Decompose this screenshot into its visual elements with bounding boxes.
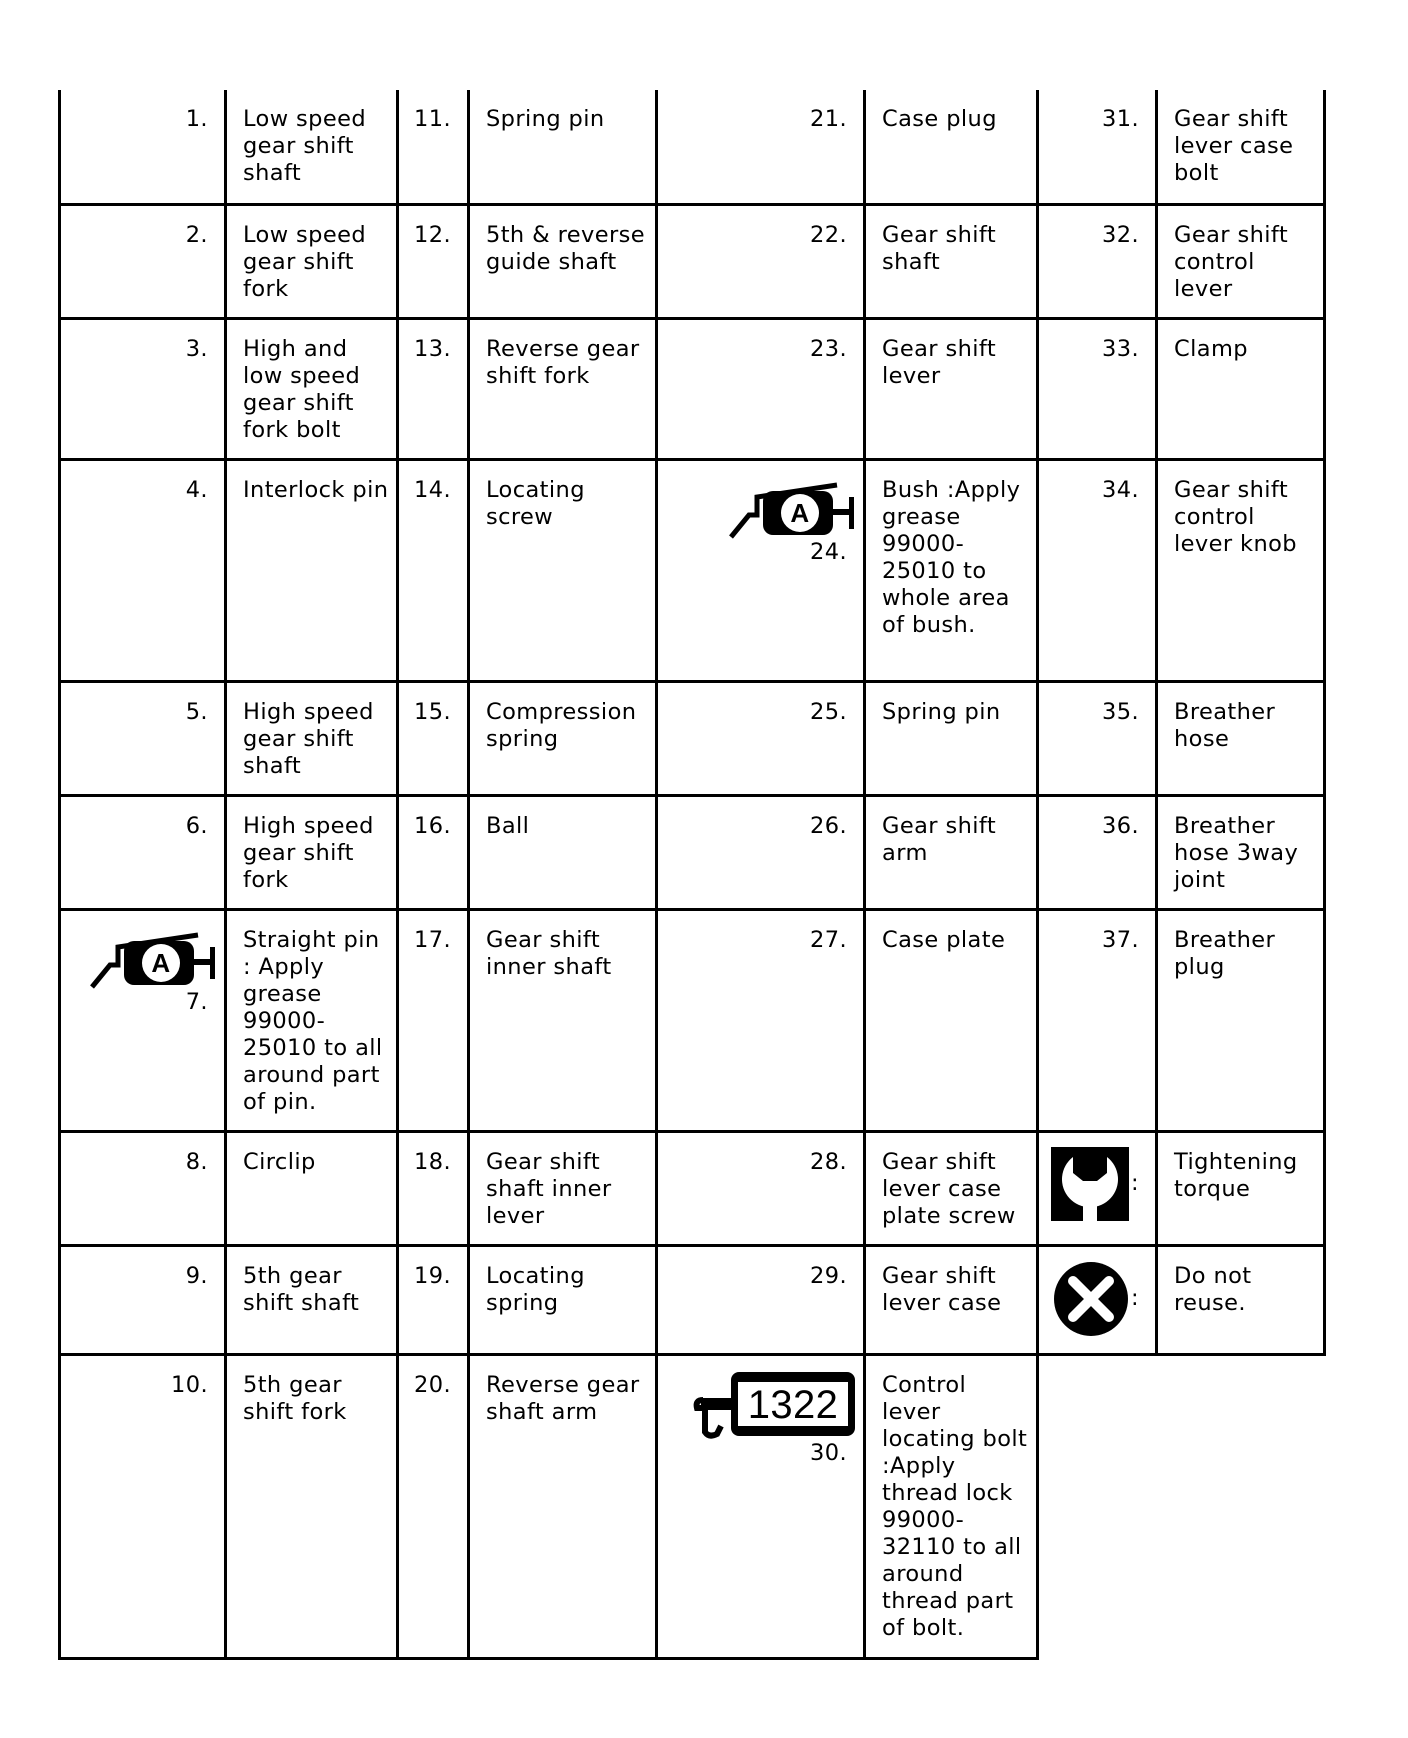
item-description: Gear shift shaft xyxy=(865,204,1038,318)
item-number: 1. xyxy=(60,90,226,204)
item-number: 22. xyxy=(657,204,865,318)
item-number: 19. xyxy=(398,1245,469,1354)
table-row xyxy=(60,1131,1325,1245)
item-number: 11. xyxy=(398,90,469,204)
item-description: Do not reuse. xyxy=(1157,1245,1325,1354)
item-description: Circlip xyxy=(226,1131,398,1245)
svg-text:A: A xyxy=(790,497,810,528)
svg-text:A: A xyxy=(151,947,171,978)
item-number: 14. xyxy=(398,459,469,681)
wrench-icon xyxy=(1051,1147,1129,1221)
table-row xyxy=(60,204,1325,318)
item-description: Compression spring xyxy=(469,681,657,795)
item-description: 5th gear shift fork xyxy=(226,1354,398,1658)
empty-cell xyxy=(1157,1354,1325,1658)
symbol-colon: : xyxy=(1131,1170,1139,1196)
item-number: 20. xyxy=(398,1354,469,1658)
item-description: Locating screw xyxy=(469,459,657,681)
item-number: 17. xyxy=(398,909,469,1131)
item-number: 36. xyxy=(1038,795,1157,909)
item-description: Gear shift lever case bolt xyxy=(1157,90,1325,204)
item-description: Locating spring xyxy=(469,1245,657,1354)
item-number: 23. xyxy=(657,318,865,459)
item-description: Low speed gear shift shaft xyxy=(226,90,398,204)
item-number: 6. xyxy=(60,795,226,909)
table-row xyxy=(60,459,1325,681)
symbol-colon: : xyxy=(1131,1285,1139,1311)
item-number: 13. xyxy=(398,318,469,459)
item-description: Control lever locating bolt :Apply thread lock 99000-32110 to all around thread part of bolt. xyxy=(865,1354,1038,1658)
item-number: 27. xyxy=(657,909,865,1131)
item-number: 31. xyxy=(1038,90,1157,204)
item-description: Gear shift lever xyxy=(865,318,1038,459)
do-not-reuse-icon xyxy=(1053,1261,1129,1337)
item-description: Interlock pin xyxy=(226,459,398,681)
item-number: 9. xyxy=(60,1245,226,1354)
table-row xyxy=(60,90,1325,204)
table-row xyxy=(60,795,1325,909)
item-description: Ball xyxy=(469,795,657,909)
item-number: 15. xyxy=(398,681,469,795)
item-description: Straight pin : Apply grease 99000-25010 to all around part of pin. xyxy=(226,909,398,1131)
item-description: Gear shift inner shaft xyxy=(469,909,657,1131)
item-description: Tightening torque xyxy=(1157,1131,1325,1245)
item-description: Gear shift control lever knob xyxy=(1157,459,1325,681)
item-description: Spring pin xyxy=(865,681,1038,795)
item-number: 16. xyxy=(398,795,469,909)
grease-icon xyxy=(727,475,863,539)
item-number: 3. xyxy=(60,318,226,459)
grease-icon xyxy=(88,925,224,989)
item-number: 30. xyxy=(810,1439,847,1466)
item-description: Reverse gear shift fork xyxy=(469,318,657,459)
item-number: 12. xyxy=(398,204,469,318)
item-description: Low speed gear shift fork xyxy=(226,204,398,318)
table-row xyxy=(60,318,1325,459)
item-description: High speed gear shift shaft xyxy=(226,681,398,795)
item-description: Gear shift lever case plate screw xyxy=(865,1131,1038,1245)
item-number: 29. xyxy=(657,1245,865,1354)
parts-table xyxy=(58,90,1326,1660)
table-row xyxy=(60,909,1325,1131)
item-number: 10. xyxy=(60,1354,226,1658)
item-description: Clamp xyxy=(1157,318,1325,459)
item-description: Gear shift shaft inner lever xyxy=(469,1131,657,1245)
item-number-with-icon xyxy=(657,459,865,681)
svg-text:1322: 1322 xyxy=(747,1382,839,1427)
item-description: Gear shift control lever xyxy=(1157,204,1325,318)
symbol-cell xyxy=(1038,1131,1157,1245)
item-number: 26. xyxy=(657,795,865,909)
item-number: 34. xyxy=(1038,459,1157,681)
item-description: 5th & reverse guide shaft xyxy=(469,204,657,318)
item-number: 8. xyxy=(60,1131,226,1245)
item-number: 18. xyxy=(398,1131,469,1245)
item-number: 32. xyxy=(1038,204,1157,318)
item-number: 4. xyxy=(60,459,226,681)
item-number: 24. xyxy=(810,538,847,565)
item-number: 33. xyxy=(1038,318,1157,459)
item-number-with-icon xyxy=(60,909,226,1131)
item-description: Case plate xyxy=(865,909,1038,1131)
item-number: 21. xyxy=(657,90,865,204)
table-row xyxy=(60,1245,1325,1354)
thread-lock-icon xyxy=(691,1368,859,1440)
item-description: Reverse gear shaft arm xyxy=(469,1354,657,1658)
item-number: 35. xyxy=(1038,681,1157,795)
item-description: Breather hose xyxy=(1157,681,1325,795)
item-description: Breather plug xyxy=(1157,909,1325,1131)
parts-legend xyxy=(58,90,1326,1660)
item-description: High and low speed gear shift fork bolt xyxy=(226,318,398,459)
empty-cell xyxy=(1038,1354,1157,1658)
item-number: 7. xyxy=(185,988,208,1015)
item-number: 2. xyxy=(60,204,226,318)
item-number: 25. xyxy=(657,681,865,795)
item-description: Spring pin xyxy=(469,90,657,204)
item-description: Case plug xyxy=(865,90,1038,204)
item-description: Gear shift arm xyxy=(865,795,1038,909)
item-description: Breather hose 3way joint xyxy=(1157,795,1325,909)
item-number: 5. xyxy=(60,681,226,795)
item-description: Bush :Apply grease 99000-25010 to whole area of bush. xyxy=(865,459,1038,681)
item-number-with-icon xyxy=(657,1354,865,1658)
table-row xyxy=(60,1354,1325,1658)
item-number: 37. xyxy=(1038,909,1157,1131)
item-description: Gear shift lever case xyxy=(865,1245,1038,1354)
symbol-cell xyxy=(1038,1245,1157,1354)
item-number: 28. xyxy=(657,1131,865,1245)
item-description: 5th gear shift shaft xyxy=(226,1245,398,1354)
item-description: High speed gear shift fork xyxy=(226,795,398,909)
table-row xyxy=(60,681,1325,795)
